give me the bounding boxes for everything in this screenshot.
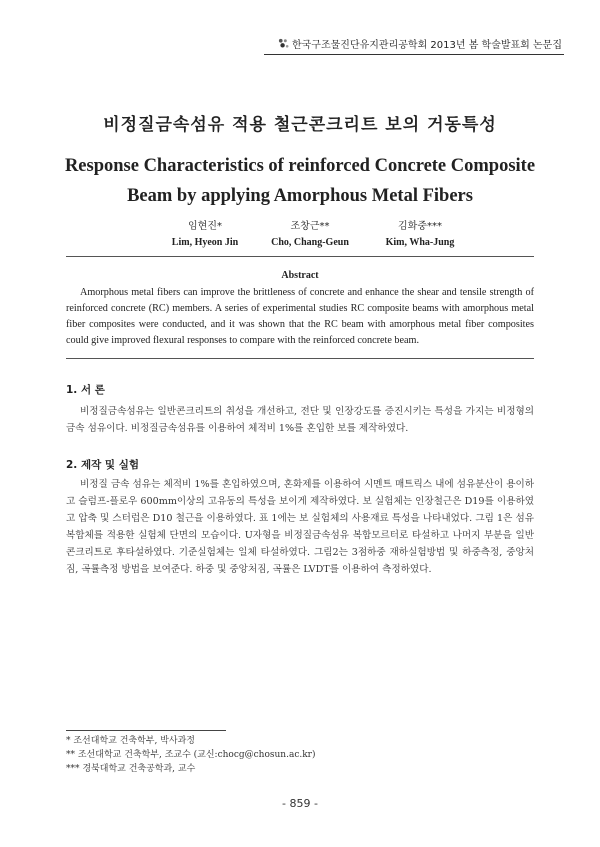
author-name-korean: 임현진* bbox=[188, 221, 222, 232]
author-name-korean: 김화중*** bbox=[398, 221, 442, 232]
page-number: - 859 - bbox=[282, 797, 318, 810]
society-logo-icon bbox=[278, 38, 289, 49]
author-name-english: Lim, Hyeon Jin bbox=[171, 237, 239, 248]
footnote-rule bbox=[66, 730, 226, 731]
proceedings-header bbox=[278, 36, 562, 51]
section-heading-fabrication: 2. 제작 및 실험 bbox=[66, 459, 139, 471]
abstract-heading: Abstract bbox=[281, 270, 319, 281]
paper-title-english: Response Characteristics of reinforced Concrete Composite Beam by applying Amorphous Metal Fibers bbox=[64, 156, 536, 206]
abstract-top-rule bbox=[66, 256, 534, 257]
author-name-english: Kim, Wha-Jung bbox=[385, 237, 455, 248]
author-name-english: Cho, Chang-Geun bbox=[271, 237, 349, 248]
section-introduction-text: 비정질금속섬유는 일반콘크리트의 취성을 개선하고, 전단 및 인장강도를 증진시키는 특성을 가지는 비정형의 금속 섬유이다. 비정질금속섬유를 이용하여 체적비 1%를 혼입한 보를 제작하였다. bbox=[66, 406, 534, 434]
abstract-bottom-rule bbox=[66, 358, 534, 359]
section-heading-introduction: 1. 서 론 bbox=[66, 384, 105, 396]
footnote: ** 조선대학교 건축학부, 조교수 (교신:chocg@chosun.ac.kr) bbox=[66, 750, 316, 760]
author bbox=[360, 219, 480, 251]
author-name-korean: 조창근** bbox=[290, 221, 330, 232]
paper-title-korean: 비정질금속섬유 적용 철근콘크리트 보의 거동특성 bbox=[103, 115, 497, 135]
proceedings-title: 한국구조물진단유지관리공학회 2013년 봄 학술발표회 논문집 bbox=[291, 40, 562, 51]
author bbox=[250, 219, 370, 251]
author bbox=[150, 219, 260, 251]
footnote: *** 경북대학교 건축공학과, 교수 bbox=[66, 764, 196, 774]
abstract-text: Amorphous metal fibers can improve the brittleness of concrete and enhance the shear and tensile strength of reinforced concrete (RC) members. A series of experimental studies RC composite beams with amorphous metal fiber composites were conducted, and it was shown that the RC beam with amorphous metal fiber composites could give improved flexural responses to compare with the reinforced concrete beam. bbox=[66, 287, 534, 346]
footnote: * 조선대학교 건축학부, 박사과정 bbox=[66, 736, 195, 746]
section-fabrication-text: 비정질 금속 섬유는 체적비 1%를 혼입하였으며, 혼화제를 이용하여 시멘트 매트릭스 내에 섬유분산이 용이하고 슬럼프-플로우 600mm이상의 고유동의 특성을 보이게 제작하였다. 보 실험체는 인장철근은 D19를 이용하였고 압축 및 스터럽은 D10 철근을 이용하였다. 표 1에는 보 실험체의 사용재료 특성을 나타내었다. 그림 1은 섬유복합체를 적용한 실험체 단면의 모습이다. U자형을 비정질금속섬유 복합모르터로 타설하고 나머지 부분을 일반콘크리트로 후타설하였다. 기준실험체는 일체 타설하였다. 그림2는 3점하중 재하실험방법 및 하중측정, 중앙처짐, 곡률측정 방법을 보여준다. 하중 및 중앙처짐, 곡률은 LVDT를 이용하여 측정하였다. bbox=[66, 479, 534, 575]
